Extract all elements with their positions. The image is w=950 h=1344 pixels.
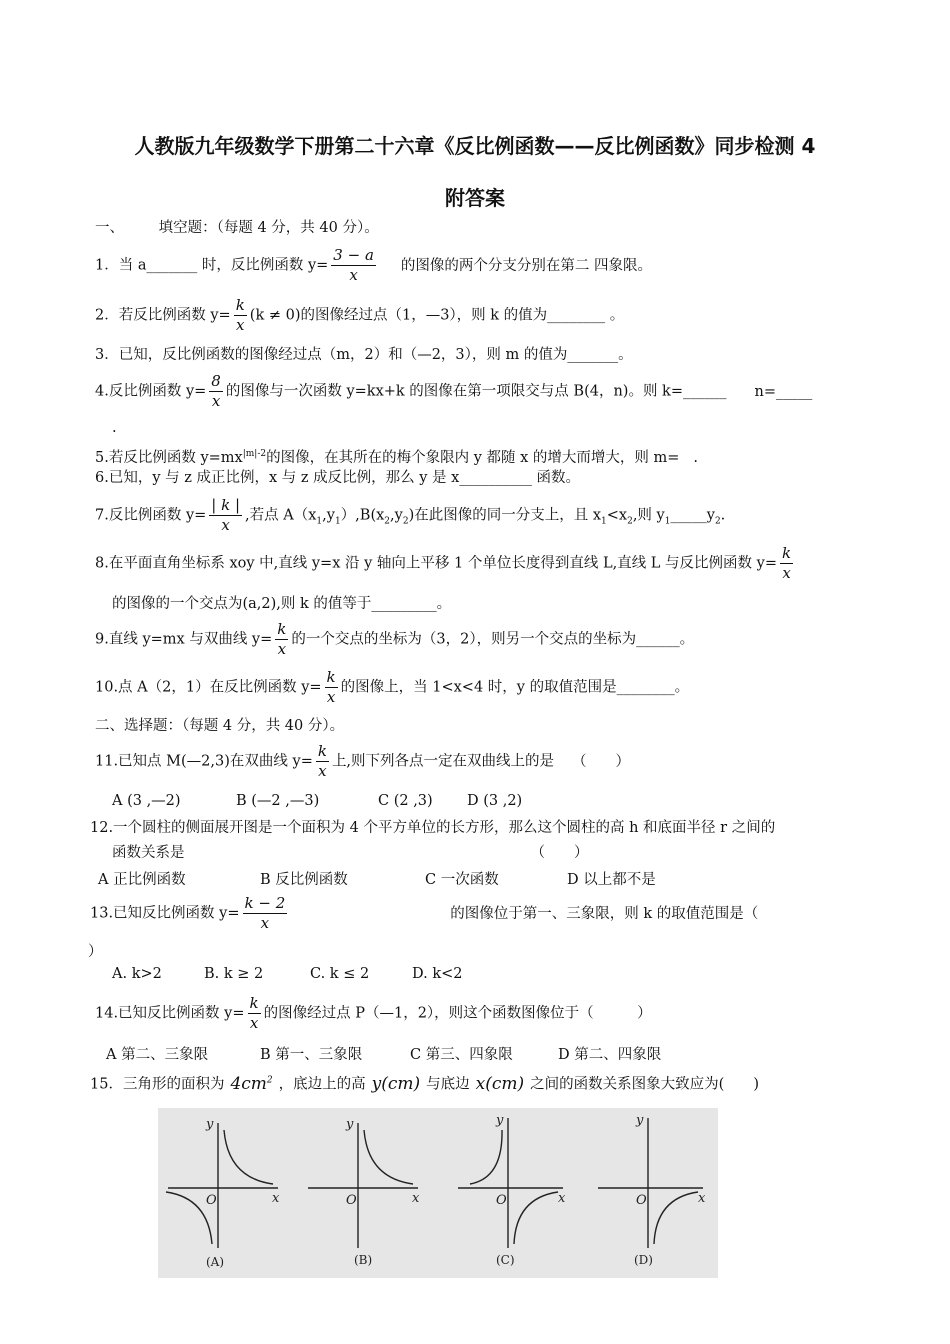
subscript: 1 xyxy=(601,516,607,527)
axis-y-label: y xyxy=(346,1117,354,1132)
question-2-text-a: 2．若反比例函数 y= xyxy=(95,307,231,324)
exponent: 2 xyxy=(266,1075,273,1085)
q11-option-d: D (3 ,2) xyxy=(467,793,523,809)
axis-x-label: x xyxy=(698,1191,706,1206)
fraction-numerator: | k | xyxy=(211,496,241,514)
question-8 xyxy=(95,544,796,583)
graph-a-label: (A) xyxy=(206,1255,225,1269)
q13-option-a: A. k>2 xyxy=(112,966,162,982)
question-13-continuation: ） xyxy=(88,944,103,960)
axis-y-label: y xyxy=(206,1117,214,1132)
question-2-text-b: (k ≠ 0)的图像经过点（1，—3），则 k 的值为________ 。 xyxy=(249,307,625,324)
graph-b-label: (B) xyxy=(354,1253,373,1267)
question-15-text-a: 15．三角形的面积为 xyxy=(90,1076,225,1093)
question-8-text-a: 8.在平面直角坐标系 xoy 中,直线 y=x 沿 y 轴向上平移 1 个单位长度得到直线 L,直线 L 与反比例函数 y= xyxy=(95,555,777,572)
question-13-text-a: 13.已知反比例函数 y= xyxy=(90,905,240,922)
question-7-text: ,若点 A（x xyxy=(245,507,317,524)
subscript: 2 xyxy=(402,516,409,527)
question-5-text-a: 5.若反比例函数 y=mx xyxy=(95,449,243,466)
question-4-text-a: 4.反比例函数 y= xyxy=(95,383,207,400)
fraction-numerator: 3 − a xyxy=(333,246,374,264)
question-1 xyxy=(95,246,652,285)
fraction xyxy=(209,372,223,411)
q11-option-b: B (—2 ,—3) xyxy=(236,793,320,809)
q12-option-d: D 以上都不是 xyxy=(567,872,656,888)
fraction-denominator: x xyxy=(782,564,791,582)
question-10-text-b: 的图像上，当 1<x<4 时，y 的取值范围是________。 xyxy=(340,679,690,696)
fraction-denominator: x xyxy=(260,914,270,932)
axis-x-label: x xyxy=(272,1191,280,1206)
question-11 xyxy=(95,742,630,781)
fraction xyxy=(209,496,242,535)
question-14 xyxy=(95,994,652,1033)
graph-d-label: (D) xyxy=(634,1253,653,1267)
graph-c-label: (C) xyxy=(496,1253,515,1267)
fraction-numerator: k xyxy=(277,620,287,638)
fraction xyxy=(275,620,288,659)
origin-label: O xyxy=(206,1193,217,1208)
question-4-text-b: 的图像与一次函数 y=kx+k 的图像在第一项限交与点 B(4，n)。则 k=______ xyxy=(225,383,727,400)
axis-x-label: x xyxy=(558,1191,566,1206)
origin-label: O xyxy=(346,1193,357,1208)
question-7-text: ）,B(x xyxy=(340,507,385,524)
q13-option-b: B. k ≥ 2 xyxy=(204,966,264,982)
question-3: 3．已知，反比例函数的图像经过点（m，2）和（—2，3），则 m 的值为_______。 xyxy=(95,347,633,363)
question-8-continuation: 的图像的一个交点为(a,2),则 k 的值等于_________。 xyxy=(112,596,452,612)
graph-c xyxy=(458,1118,563,1248)
question-7-text: ,y xyxy=(390,507,403,524)
question-7-text: <x xyxy=(606,507,628,524)
fraction-numerator: k xyxy=(782,544,792,562)
fraction-numerator: k xyxy=(249,994,259,1012)
question-7-text-a: 7.反比例函数 y= xyxy=(95,507,207,524)
question-9 xyxy=(95,620,694,659)
height-variable: y(cm) xyxy=(371,1073,421,1094)
axis-y-label: y xyxy=(496,1113,504,1128)
question-12: 12.一个圆柱的侧面展开图是一个面积为 4 个平方单位的长方形，那么这个圆柱的高 h 和底面半径 r 之间的 xyxy=(90,820,776,836)
question-13-text-b: 的图像位于第一、三象限，则 k 的取值范围是（ xyxy=(450,905,759,922)
document-title-line-2: 附答案 xyxy=(445,186,505,210)
fraction-denominator: x xyxy=(318,762,327,780)
subscript: 2 xyxy=(627,516,633,527)
question-5 xyxy=(95,444,698,468)
fraction-numerator: k − 2 xyxy=(244,894,286,912)
question-4 xyxy=(95,372,812,411)
question-7-text: _____y xyxy=(670,507,715,524)
subscript: 1 xyxy=(664,516,671,527)
fraction-denominator: x xyxy=(277,640,287,658)
fraction xyxy=(243,894,288,933)
question-2 xyxy=(95,296,624,335)
fraction-numerator: k xyxy=(326,668,336,686)
exponent: |m|-2 xyxy=(242,449,267,459)
fraction xyxy=(234,296,247,335)
subscript: 1 xyxy=(334,516,341,527)
question-15-text-d: 之间的函数关系图象大致应为( ) xyxy=(530,1076,759,1093)
question-13 xyxy=(90,894,758,933)
question-11-text-a: 11.已知点 M(—2,3)在双曲线 y= xyxy=(95,753,313,770)
question-7-text: )在此图像的同一分支上，且 x xyxy=(408,507,602,524)
question-7-text: ,则 y xyxy=(632,507,665,524)
question-5-text-b: 的图像，在其所在的梅个象限内 y 都随 x 的增大而增大，则 m= xyxy=(266,449,680,466)
q13-option-d: D. k<2 xyxy=(412,966,463,982)
section-1-number: 一、 xyxy=(95,220,124,236)
q13-option-c: C. k ≤ 2 xyxy=(310,966,370,982)
question-4-text-c: n=_____ xyxy=(754,383,813,400)
q15-graph-options-image xyxy=(158,1108,718,1278)
q14-option-a: A 第二、三象限 xyxy=(106,1047,209,1063)
graph-d xyxy=(598,1118,703,1248)
fraction xyxy=(325,668,338,707)
q14-option-b: B 第一、三象限 xyxy=(260,1047,363,1063)
question-14-text-a: 14.已知反比例函数 y= xyxy=(95,1005,245,1022)
question-7-text: ,y xyxy=(322,507,335,524)
q12-option-b: B 反比例函数 xyxy=(260,872,348,888)
question-4-continuation: . xyxy=(112,420,117,436)
q14-option-c: C 第三、四象限 xyxy=(410,1047,513,1063)
question-7 xyxy=(95,496,725,535)
fraction-numerator: k xyxy=(317,742,327,760)
fraction-numerator: k xyxy=(235,296,245,314)
question-12-continuation xyxy=(112,843,589,863)
answer-parentheses: （ ） xyxy=(572,753,631,770)
question-6: 6.已知，y 与 z 成正比例，x 与 z 成反比例，那么 y 是 x__________ 函数。 xyxy=(95,470,580,486)
question-10-text-a: 10.点 A（2，1）在反比例函数 y= xyxy=(95,679,322,696)
fraction-denominator: x xyxy=(221,516,230,534)
axis-x-label: x xyxy=(412,1191,420,1206)
question-10 xyxy=(95,668,689,707)
graph-a xyxy=(166,1123,278,1248)
q15-graphs-svg xyxy=(158,1108,718,1278)
question-9-text-a: 9.直线 y=mx 与双曲线 y= xyxy=(95,631,273,648)
fraction xyxy=(316,742,329,781)
graph-b xyxy=(308,1123,418,1248)
section-2-heading: 二、选择题：（每题 4 分，共 40 分）。 xyxy=(95,718,345,734)
fraction-denominator: x xyxy=(236,316,245,334)
question-14-text-b: 的图像经过点 P（—1，2），则这个函数图像位于（ ） xyxy=(263,1005,652,1022)
section-1-title: 填空题：（每题 4 分，共 40 分）。 xyxy=(158,220,379,236)
fraction xyxy=(331,246,376,285)
document-title-line-1: 人教版九年级数学下册第二十六章《反比例函数——反比例函数》同步检测 4 xyxy=(134,134,816,158)
question-1-text-b: 的图像的两个分支分别在第二 四象限。 xyxy=(400,257,652,274)
fraction-denominator: x xyxy=(349,266,358,284)
q11-option-c: C (2 ,3) xyxy=(378,793,433,809)
fraction-denominator: x xyxy=(249,1014,259,1032)
origin-label: O xyxy=(496,1193,507,1208)
area-text: 4cm xyxy=(230,1073,267,1094)
q12-option-a: A 正比例函数 xyxy=(98,872,186,888)
area-value xyxy=(230,1074,272,1094)
fraction-denominator: x xyxy=(211,392,221,410)
fraction-numerator: 8 xyxy=(211,372,221,390)
base-variable: x(cm) xyxy=(475,1073,525,1094)
fraction xyxy=(780,544,793,583)
question-12-text-b: 函数关系是 xyxy=(112,845,185,861)
question-7-text: . xyxy=(720,507,726,524)
subscript: 1 xyxy=(316,516,323,527)
subscript: 2 xyxy=(384,516,391,527)
section-1-heading xyxy=(95,218,379,238)
fraction xyxy=(248,994,261,1033)
origin-label: O xyxy=(636,1193,647,1208)
question-9-text-b: 的一个交点的坐标为（3，2），则另一个交点的坐标为______。 xyxy=(291,631,695,648)
q11-option-a: A (3 ,—2) xyxy=(112,793,181,809)
question-5-text-c: . xyxy=(693,449,699,466)
question-11-text-b: 上,则下列各点一定在双曲线上的是 xyxy=(331,753,555,770)
question-15-text-c: 与底边 xyxy=(426,1076,470,1093)
question-15 xyxy=(90,1070,759,1095)
subscript: 2 xyxy=(714,516,721,527)
q14-option-d: D 第二、四象限 xyxy=(558,1047,662,1063)
question-15-text-b: ，底边上的高 xyxy=(278,1076,366,1093)
q12-option-c: C 一次函数 xyxy=(425,872,499,888)
fraction-denominator: x xyxy=(326,688,336,706)
answer-parentheses: （ ） xyxy=(530,845,589,861)
axis-y-label: y xyxy=(636,1113,644,1128)
question-1-text-a: 1．当 a_______ 时，反比例函数 y= xyxy=(95,257,329,274)
